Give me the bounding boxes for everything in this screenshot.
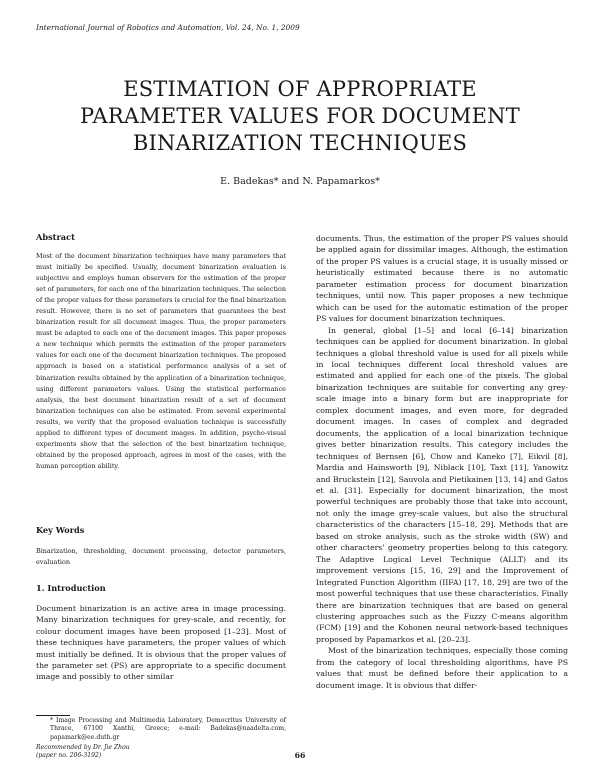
right-paragraph-3: Most of the binarization techniques, especially those coming from the category of local thresholding algorithms, have PS values that must be defined before their application to a document image. It is obvious that differ- bbox=[316, 646, 568, 690]
footnote-rule bbox=[36, 715, 70, 716]
introduction-heading: 1. Introduction bbox=[36, 583, 106, 593]
paper-number: (paper no. 206-3192) bbox=[36, 752, 102, 760]
abstract-body: Most of the document binarization techniques have many parameters that must initially be specified. Usually, document binarization evaluation is subjective and employs human observers for the estimation of the proper set of parameters, for each one of the binarization techniques. The selection of the proper values for these parameters is crucial for the final binarization result. However, there is no set of parameters that guarantees the best binarization result for all document images. Thus, the proper parameters must be adapted to each one of the document images. This paper proposes a new technique which permits the estimation of the proper parameters values for each one of the document binarization techniques. The proposed approach is based on a statistical performance analysis of a set of binarization results obtained by the application of a binarization technique, using different parameters values. Using the statistical performance analysis, the best document binarization result of a set of document binarization techniques can also be estimated. From several experimental results, we verify that the proposed evaluation technique is successfully applied to different types of document images. In addition, psycho-visual experiments show that the selection of the best binarization technique, obtained by the proposed approach, agrees in most of the cases, with the human perception ability. bbox=[36, 252, 286, 470]
page-number: 66 bbox=[294, 751, 306, 760]
keywords-body: Binarization, thresholding, document processing, detector parameters, evaluation bbox=[36, 547, 286, 567]
introduction-body: Document binarization is an active area in image processing. Many binarization techniques for grey-scale, and recently, for colour document images have been proposed [1–23]. Most of these techniques have parameters, the proper values of which must initially be defined. It is obvious that the proper values of the parameter set (PS) are appropriate to a specific document image and possibly to other similar bbox=[36, 604, 286, 682]
keywords-heading: Key Words bbox=[36, 525, 85, 535]
authors: E. Badekas* and N. Papamarkos* bbox=[220, 176, 380, 187]
right-column bbox=[316, 233, 568, 691]
title-line-1: ESTIMATION OF APPROPRIATE bbox=[123, 77, 477, 101]
right-paragraph-2: In general, global [1–5] and local [6–14] binarization techniques can be applied for document binarization. In global techniques a global threshold value is used for all pixels while in local techniques different local threshold values are estimated and applied for each one of the pixels. The global binarization techniques are suitable for converting any grey-scale image into a binary form but are inappropriate for complex document images, and even more, for degraded document images. In cases of complex and degraded documents, the application of a local binarization technique gives better binarization results. This category includes the techniques of Bernsen [6], Chow and Kaneko [7], Eikvil [8], Mardia and Hainsworth [9], Niblack [10], Taxt [11], Yanowitz and Bruckstein [12], Sauvola and Pietikainen [13, 14] and Gatos et al. [31]. Especially for document binarization, the most powerful techniques are probably those that take into account, not only the image grey-scale values, but also the structural characteristics of the characters [15–18, 29]. Methods that are based on stroke analysis, such as the stroke width (SW) and other characters' geometry properties belong to this category. The Adaptive Logical Level Technique (ALLT) and its improvement versions [15, 16, 29] and the Improvement of Integrated Function Algorithm (IIFA) [17, 18, 29] are two of the most powerful techniques that use these characteristics. Finally there are binarization techniques that are based on general clustering approaches such as the Fuzzy C-means algorithm (FCM) [19] and the Kohonen neural network-based techniques proposed by Papamarkos et al. [20–23]. bbox=[316, 325, 568, 644]
journal-header: International Journal of Robotics and Automation, Vol. 24, No. 1, 2009 bbox=[36, 23, 300, 32]
recommended-by: Recommended by Dr. Jie Zhou bbox=[36, 744, 130, 751]
title-line-2: PARAMETER VALUES FOR DOCUMENT bbox=[80, 104, 520, 128]
footnote-affiliation: * Image Processing and Multimedia Laboratory, Democritus University of Thrace, 67100 Xanthi, Greece; e-mail: Badekas@naadelta.com, papamark@ee.duth.gr bbox=[50, 717, 286, 741]
abstract-heading: Abstract bbox=[36, 232, 75, 242]
right-paragraph-1: documents. Thus, the estimation of the proper PS values should be applied again for dissimilar images. Although, the estimation of the proper PS values is a crucial stage, it is usually missed or heuristically estimated because there is no automatic parameter estimation process for document binarization techniques, until now. This paper proposes a new technique which can be used for the automatic estimation of the proper PS values for document binarization techniques. bbox=[316, 234, 568, 324]
paper-title bbox=[70, 76, 530, 157]
title-line-3: BINARIZATION TECHNIQUES bbox=[132, 131, 468, 155]
